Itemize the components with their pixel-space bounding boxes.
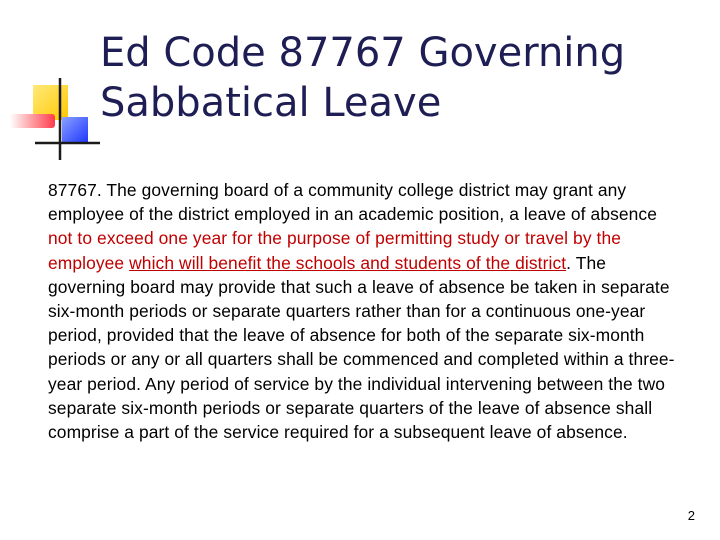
red-bar bbox=[10, 114, 55, 128]
decorative-squares-icon bbox=[0, 0, 100, 170]
body-paragraph bbox=[48, 178, 684, 444]
slide-title-line-2: Sabbatical Leave bbox=[100, 80, 442, 126]
body-text-emphasis: not to exceed one year for the purpose of permitting study or travel by the employee bbox=[48, 228, 622, 273]
body-text-emphasis-underlined: which will benefit the schools and students of the district bbox=[129, 252, 567, 273]
page-number: 2 bbox=[687, 508, 695, 523]
blue-square bbox=[62, 117, 88, 143]
slide-title-line-1: Ed Code 87767 Governing bbox=[100, 30, 626, 76]
body-text-part-1: 87767. The governing board of a community college district may grant any employee of the district employed in an academic position, a leave of absence bbox=[48, 180, 657, 225]
slide-title bbox=[100, 28, 700, 128]
body-text-part-4: . The governing board may provide that such a leave of absence be taken in separate six-month periods or separate quarters rather than for a continuous one-year period, provided that the leave of absence for both of the separate six-month periods or any or all quarters shall be commenced and completed within a three-year period. Any period of service by the individual intervening between the two separate six-month periods or separate quarters of the leave of absence shall comprise a part of the service required for a subsequent leave of absence. bbox=[48, 252, 675, 443]
